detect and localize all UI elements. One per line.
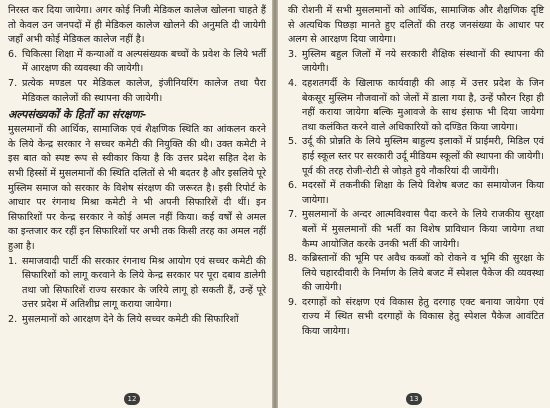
page-number: 12 xyxy=(124,393,140,405)
item-number: 1. xyxy=(8,255,18,267)
list-item xyxy=(288,179,544,208)
item-text: दरगाहों को संरक्षण एवं विकास हेतु दरगाह एक्ट बनाया जायेगा एवं राज्य में स्थित सभी दरगाहों के विकास हेतु स्पेशल पैकेज आवंटित किया जायेगा। xyxy=(302,296,544,338)
item-text: मुसलमानों को आरक्षण देने के लिये सच्चर कमेटी की सिफारिशों xyxy=(22,313,239,325)
item-number: 5. xyxy=(288,136,298,148)
item-number: 7. xyxy=(288,209,298,221)
list-item xyxy=(8,48,266,77)
item-number: 6. xyxy=(8,48,18,60)
section-heading: अल्पसंख्यकों के हितों का संरक्षणः- xyxy=(8,108,147,122)
item-text: मुस्लिम बहुल जिलों में नये सरकारी शैक्षिक संस्थानों की स्थापना की जायेगी। xyxy=(302,48,544,75)
intro-paragraph: की रोशनी में सभी मुसलमानों को आर्थिक, सामाजिक और शैक्षणिक दृष्टि से अत्यधिक पिछड़ा मानते हुए दलितों की तरह जनसंख्या के आधार पर अलग से आरक्षण दिया जायेगा। xyxy=(288,5,544,46)
item-text: प्रत्येक मण्डल पर मेडिकल कालेज, इंजीनियरिंग कालेज तथा पैरा मेडिकल कालेजों की स्थापना की जायेगी। xyxy=(22,77,266,104)
list-item xyxy=(288,48,544,77)
item-number: 4. xyxy=(288,77,298,89)
item-text: मदरसों में तकनीकी शिक्षा के लिये विशेष बजट का समायोजन किया जायेगा। xyxy=(302,180,544,206)
right-page xyxy=(278,0,550,408)
list-item xyxy=(288,77,544,135)
item-number: 3. xyxy=(288,48,298,60)
left-page xyxy=(0,0,272,408)
item-text: दहशतगर्दी के खिलाफ कार्यवाही की आड़ में उत्तर प्रदेश के जिन बेकसूर मुस्लिम नौजवानों को जेलों में डाला गया है, उन्हें फौरन रिहा ही नहीं कराया जायेगा बल्कि मुआवजे के साथ इंसाफ भी दिया जायेगा तथा कलंकित करने वाले अधिकारियों को दण्डित किया जायेगा। xyxy=(302,77,544,133)
item-number: 9. xyxy=(288,296,298,308)
item-text: उर्दू की प्रोन्नति के लिये मुस्लिम बाहुल्य इलाकों में प्राईमरी, मिडिल एवं हाई स्कूल स्तर पर सरकारी उर्दू मीडियम स्कूलों की स्थापना की जायेगी। पूर्व की तरह रोजी-रोटी से जोड़ते हुये नौकरियां दी जायेंगी। xyxy=(302,136,544,177)
item-text: कब्रिस्तानों की भूमि पर अवैध कब्जों को रोकने व भूमि की सुरक्षा के लिये चहारदीवारी के निर्माण के लिये बजट में स्पेशल पैकेज की व्यवस्था की जायेगी। xyxy=(302,253,544,294)
item-number: 2. xyxy=(8,313,18,325)
item-text: समाजवादी पार्टी की सरकार रंगनाथ मिश्र आयोग एवं सच्चर कमेटी की सिफारिशों को लागू करवाने के लिये केन्द्र सरकार पर पूरा दबाव डालेगी तथा जो सिफारिशें राज्य सरकार के जरिये लागू हो सकती हैं, उन्हें पूरे उत्तर प्रदेश में अतिशीघ्र लागू कराया जायेगा। xyxy=(22,255,266,311)
list-item xyxy=(288,296,544,340)
list-item xyxy=(8,313,266,328)
list-item xyxy=(8,77,266,106)
item-text: चिकित्सा शिक्षा में कन्याओं व अल्पसंख्यक बच्चों के प्रवेश के लिये भर्ती में आरक्षण की व्यवस्था की जायेगी। xyxy=(22,48,266,75)
item-number: 7. xyxy=(8,77,18,89)
item-number: 8. xyxy=(288,253,298,265)
list-item xyxy=(288,135,544,179)
body-paragraph: मुसलमानों की आर्थिक, सामाजिक एवं शैक्षणिक स्थिति का आंकलन करने के लिये केन्द्र सरकार ने सच्चर कमेटी की नियुक्ति की थी। उक्त कमेटी ने इस बात को स्पष्ट रूप से स्वीकार किया है कि उत्तर प्रदेश सहित देश के सभी हिस्सों में मुसलमानों की स्थिति दलितों से भी बदतर है और इसलिये पूरे मुस्लिम समाज को सरकार के विशेष संरक्षण की जरूरत है। इसी रिपोर्ट के आधार पर रंगनाथ मिश्रा कमेटी ने भी अपनी सिफारिशें दी थीं। इन सिफारिशों पर केन्द्र सरकार ने कोई अमल नहीं किया। कई वर्षों से अमल का इन्तजार कर रहीं इन सिफारिशों पर अभी तक किसी तरह का अमल नहीं हुआ है। xyxy=(8,124,266,252)
item-number: 6. xyxy=(288,180,298,192)
intro-paragraph: निरस्त कर दिया जायेगा। अगर कोई निजी मेडिकल कालेज खोलना चाहते हैं तो केवल उन जनपदों में ही मेडिकल कालेज खोलने की अनुमति दी जायेगी जहाँ अभी कोई मेडिकल कालेज नहीं है। xyxy=(8,5,266,46)
item-text: मुसलमानों के अन्दर आत्मविश्वास पैदा करने के लिये राजकीय सुरक्षा बलों में मुसलमानों की भर्ती का विशेष प्राविधान किया जायेगा तथा कैम्प आयोजित करके उनकी भर्ती की जायेगी। xyxy=(302,209,544,250)
list-item xyxy=(8,255,266,313)
list-item xyxy=(288,252,544,296)
page-number: 13 xyxy=(406,393,422,405)
list-item xyxy=(288,208,544,252)
